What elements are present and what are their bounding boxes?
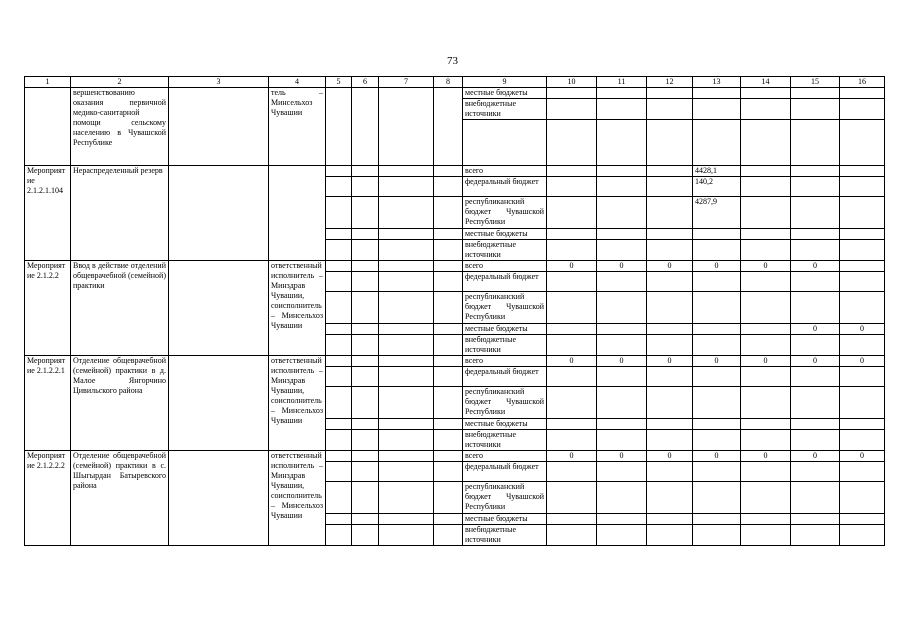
value-cell: 0 [840, 356, 885, 367]
col-header: 3 [169, 77, 269, 88]
source-label: внебюджетные источники [463, 430, 547, 451]
value-cell: 0 [597, 356, 647, 367]
source-label: местные бюджеты [463, 514, 547, 525]
source-label: федеральный бюджет [463, 462, 547, 482]
measure-name: вершенствованию оказания первичной медико-санитарной помощи сельскому населению в Чувашской Республике [71, 88, 169, 166]
value-cell: 4287,9 [693, 197, 741, 229]
measure-code: Мероприятие 2.1.2.1.104 [25, 166, 71, 261]
value-cell: 0 [791, 451, 840, 462]
value-cell: 0 [547, 261, 597, 272]
executor: ответственный исполнитель – Минздрав Чувашии, соисполнитель – Минсельхоз Чувашии [269, 451, 326, 546]
value-cell: 4428,1 [693, 166, 741, 177]
source-label: внебюджетные источники [463, 335, 547, 356]
executor: тель – Минсельхоз Чувашии [269, 88, 326, 166]
source-label: местные бюджеты [463, 419, 547, 430]
value-cell: 0 [693, 356, 741, 367]
table-row [25, 356, 885, 367]
source-label: всего [463, 166, 547, 177]
value-cell: 0 [791, 324, 840, 335]
source-label: республиканский бюджет Чувашской Республики [463, 387, 547, 419]
source-label: федеральный бюджет [463, 177, 547, 197]
source-label: всего [463, 261, 547, 272]
col-header: 12 [647, 77, 693, 88]
source-label: внебюджетные источники [463, 240, 547, 261]
col-header: 9 [463, 77, 547, 88]
measure-code: Мероприятие 2.1.2.2.2 [25, 451, 71, 546]
col-header: 1 [25, 77, 71, 88]
header-row [25, 77, 885, 88]
measure-code: Мероприятие 2.1.2.2 [25, 261, 71, 356]
page-number: 73 [447, 55, 458, 67]
measure-name: Отделение общеврачебной (семейной) практики в д. Малое Янгорчино Цивильского района [71, 356, 169, 451]
measure-name: Отделение общеврачебной (семейной) практики в с. Шыгырдан Батыревского района [71, 451, 169, 546]
source-label: всего [463, 356, 547, 367]
value-cell: 0 [693, 261, 741, 272]
table-row [25, 88, 885, 99]
value-cell: 0 [791, 261, 840, 272]
value-cell: 0 [647, 451, 693, 462]
value-cell: 0 [647, 356, 693, 367]
table-row [25, 166, 885, 177]
table-row [25, 451, 885, 462]
col-header: 13 [693, 77, 741, 88]
value-cell: 0 [840, 451, 885, 462]
col-header: 5 [326, 77, 352, 88]
col-header: 6 [352, 77, 379, 88]
value-cell: 0 [597, 261, 647, 272]
col-header: 7 [379, 77, 434, 88]
value-cell: 0 [840, 324, 885, 335]
value-cell: 0 [547, 451, 597, 462]
value-cell: 0 [547, 356, 597, 367]
source-label: внебюджетные источники [463, 525, 547, 546]
source-label: республиканский бюджет Чувашской Республики [463, 292, 547, 324]
source-label: местные бюджеты [463, 324, 547, 335]
col-header: 4 [269, 77, 326, 88]
value-cell: 0 [741, 261, 791, 272]
source-label: местные бюджеты [463, 88, 547, 99]
col-header: 15 [791, 77, 840, 88]
value-cell: 0 [741, 356, 791, 367]
table-row [25, 261, 885, 272]
col-header: 14 [741, 77, 791, 88]
source-label: республиканский бюджет Чувашской Республики [463, 482, 547, 514]
value-cell: 0 [791, 356, 840, 367]
col-header: 11 [597, 77, 647, 88]
measure-code: Мероприятие 2.1.2.2.1 [25, 356, 71, 451]
value-cell: 0 [693, 451, 741, 462]
source-label: республиканский бюджет Чувашской Республики [463, 197, 547, 229]
measure-name: Ввод в действие отделений общеврачебной (семейной) практики [71, 261, 169, 356]
source-label: всего [463, 451, 547, 462]
source-label: федеральный бюджет [463, 367, 547, 387]
program-table [24, 76, 885, 546]
col-header: 8 [434, 77, 463, 88]
value-cell: 0 [597, 451, 647, 462]
measure-name: Нераспределенный резерв [71, 166, 169, 261]
source-label: федеральный бюджет [463, 272, 547, 292]
executor: ответственный исполнитель – Минздрав Чувашии, соисполнитель – Минсельхоз Чувашии [269, 356, 326, 451]
col-header: 10 [547, 77, 597, 88]
value-cell: 0 [647, 261, 693, 272]
col-header: 2 [71, 77, 169, 88]
source-label: внебюджетные источники [463, 99, 547, 120]
source-label: местные бюджеты [463, 229, 547, 240]
executor: ответственный исполнитель – Минздрав Чувашии, соисполнитель – Минсельхоз Чувашии [269, 261, 326, 356]
value-cell: 0 [741, 451, 791, 462]
col-header: 16 [840, 77, 885, 88]
value-cell: 140,2 [693, 177, 741, 197]
